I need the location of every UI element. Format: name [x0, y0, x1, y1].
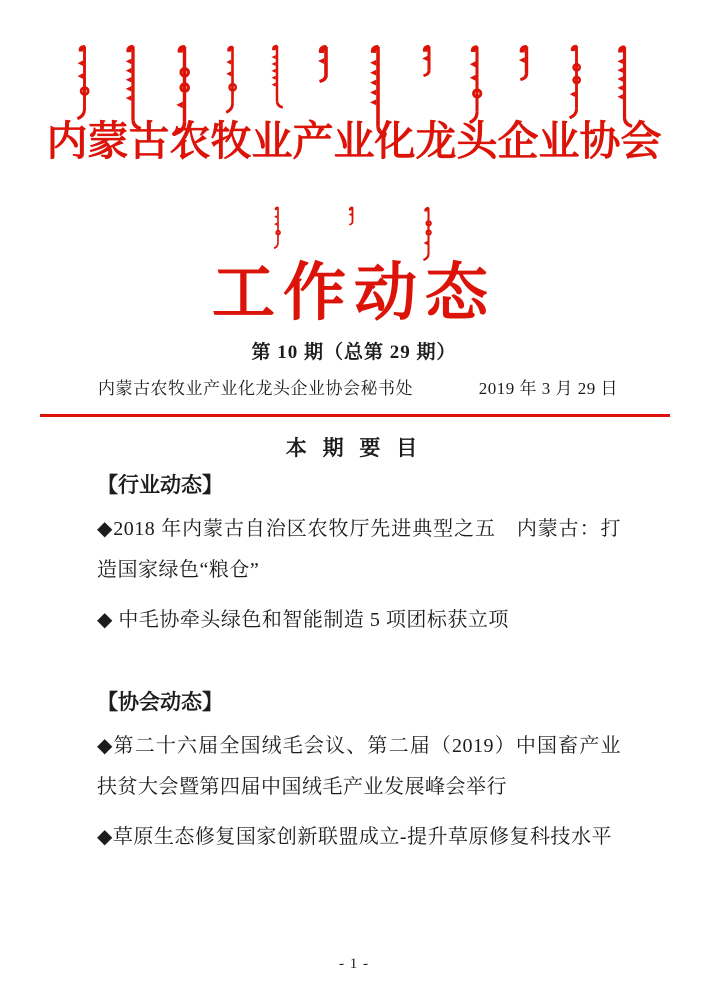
issue-number: 第 10 期（总第 29 期） [251, 342, 457, 363]
section-label-industry: 【行业动态】 [97, 474, 223, 497]
org-title: 内蒙古农牧业产业化龙头企业协会 [46, 118, 662, 164]
toc-item: ◆2018 年内蒙古自治区农牧厅先进典型之五 内蒙古：打造国家绿色“粮仓” [97, 518, 621, 581]
publish-date: 2019 年 3 月 29 日 [478, 379, 618, 398]
mongolian-glyph-icon [418, 44, 440, 78]
mongolian-glyph-icon [223, 44, 242, 116]
mongolian-glyph-icon [268, 44, 286, 110]
toc-item: ◆草原生态修复国家创新联盟成立-提升草原修复科技水平 [97, 826, 613, 848]
publisher-row [98, 374, 618, 399]
toc-item: ◆第二十六届全国绒毛会议、第二届（2019）中国畜产业扶贫大会暨第四届中国绒毛产业发展峰会举行 [97, 735, 621, 798]
toc-item: ◆ 中毛协牵头绿色和智能制造 5 项团标获立项 [97, 609, 509, 631]
publisher: 内蒙古农牧业产业化龙头企业协会秘书处 [98, 379, 413, 398]
toc-heading: 本 期 要 目 [285, 437, 423, 460]
page-number: - 1 - [339, 956, 369, 972]
mongolian-glyph-icon [346, 206, 359, 226]
mongolian-glyph-icon [313, 44, 339, 84]
toc-body [97, 472, 621, 858]
divider-rule [40, 414, 670, 417]
bulletin-title: 工作动态 [212, 258, 496, 328]
section-label-association: 【协会动态】 [97, 691, 223, 714]
mongolian-glyph-icon [514, 44, 539, 82]
